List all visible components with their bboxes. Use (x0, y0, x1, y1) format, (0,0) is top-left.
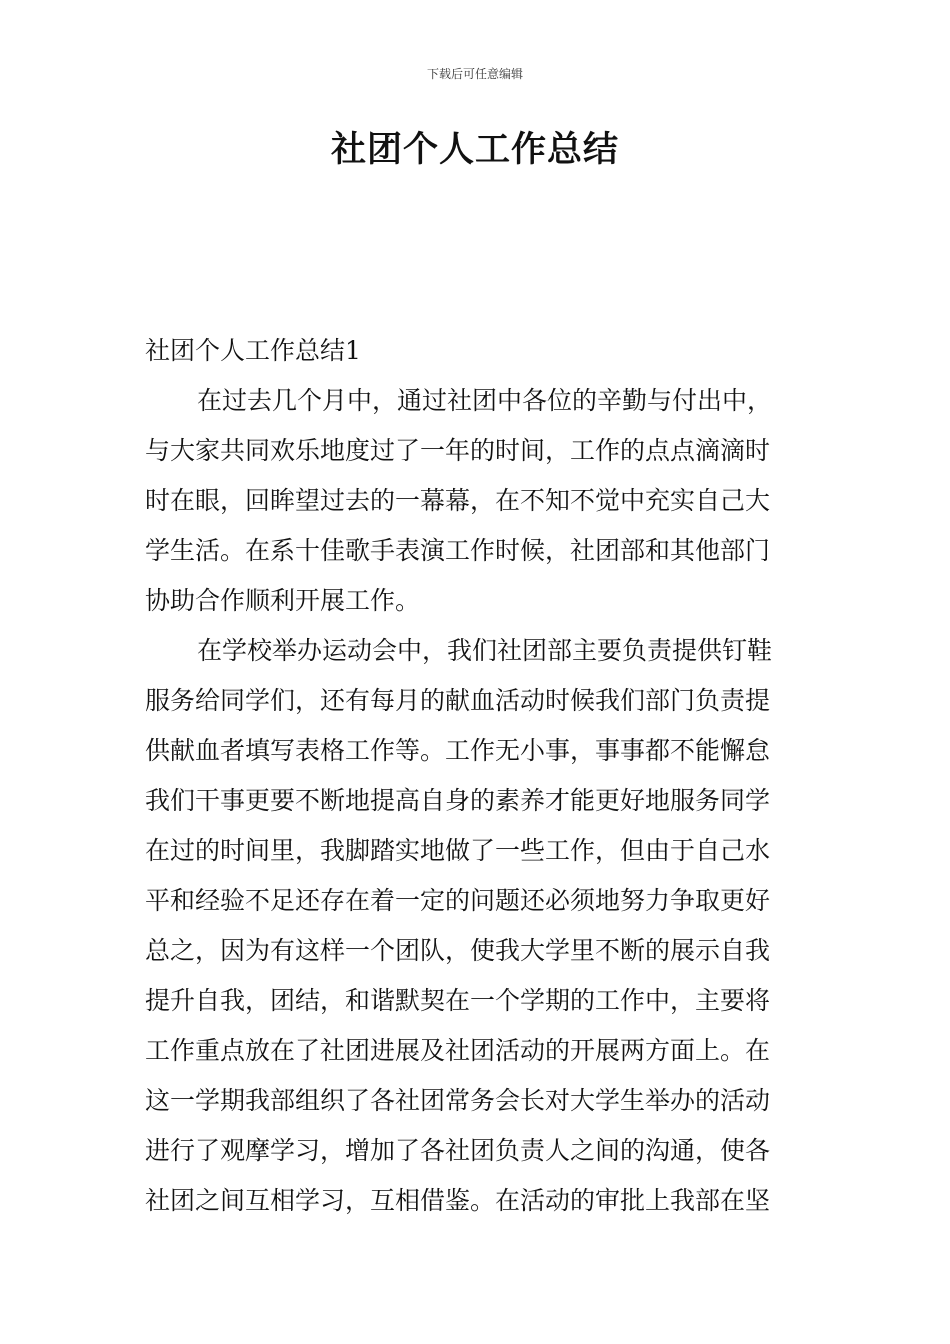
paragraph-line: 平和经验不足还存在着一定的问题还必须地努力争取更好 (145, 886, 771, 915)
paragraph-line: 在学校举办运动会中，我们社团部主要负责提供钉鞋 (197, 636, 773, 665)
paragraph-line: 提升自我，团结，和谐默契在一个学期的工作中，主要将 (145, 986, 771, 1015)
paragraph-2 (145, 626, 807, 1226)
document-body (145, 326, 807, 1226)
paragraph-1 (145, 376, 807, 626)
paragraph-line: 服务给同学们，还有每月的献血活动时候我们部门负责提 (145, 686, 771, 715)
section-heading: 社团个人工作总结1 (145, 336, 361, 365)
document-title: 社团个人工作总结 (330, 129, 619, 170)
paragraph-line: 这一学期我部组织了各社团常务会长对大学生举办的活动 (145, 1086, 771, 1115)
paragraph-line: 进行了观摩学习，增加了各社团负责人之间的沟通，使各 (145, 1136, 771, 1165)
paragraph-line: 在过去几个月中，通过社团中各位的辛勤与付出中， (197, 386, 773, 415)
paragraph-line: 社团之间互相学习，互相借鉴。在活动的审批上我部在坚 (145, 1186, 771, 1215)
paragraph-line: 协助合作顺利开展工作。 (145, 586, 421, 615)
paragraph-line: 工作重点放在了社团进展及社团活动的开展两方面上。在 (145, 1036, 771, 1065)
paragraph-line: 学生活。在系十佳歌手表演工作时候，社团部和其他部门 (145, 536, 771, 565)
paragraph-line: 在过的时间里，我脚踏实地做了一些工作，但由于自己水 (145, 836, 771, 865)
header-note: 下载后可任意编辑 (426, 67, 523, 81)
paragraph-line: 供献血者填写表格工作等。工作无小事，事事都不能懈怠 (145, 736, 771, 765)
paragraph-line: 总之，因为有这样一个团队，使我大学里不断的展示自我 (145, 936, 771, 965)
paragraph-line: 我们干事更要不断地提高自身的素养才能更好地服务同学 (145, 786, 771, 815)
paragraph-line: 与大家共同欢乐地度过了一年的时间，工作的点点滴滴时 (145, 436, 771, 465)
paragraph-line: 时在眼，回眸望过去的一幕幕，在不知不觉中充实自己大 (145, 486, 771, 515)
